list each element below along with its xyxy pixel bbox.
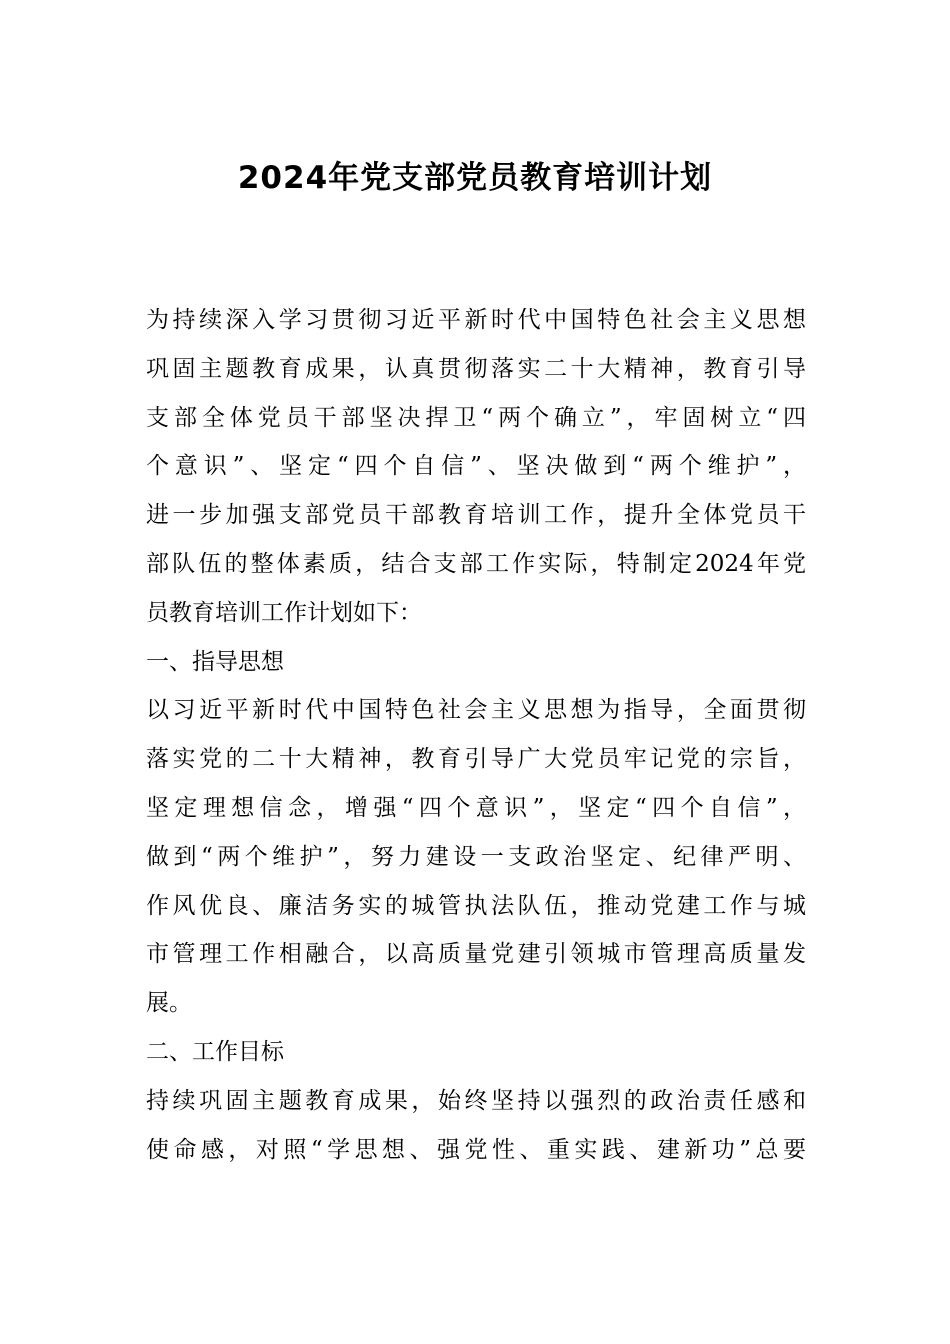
body-line: 员教育培训工作计划如下：	[146, 599, 422, 626]
body-line: 部队伍的整体素质，结合支部工作实际，特制定2024年党	[146, 550, 806, 577]
body-line: 展。	[146, 990, 192, 1017]
section-heading-work-goals: 二、工作目标	[146, 1038, 284, 1065]
body-line: 以习近平新时代中国特色社会主义思想为指导，全面贯彻	[146, 697, 806, 724]
body-line: 巩固主题教育成果，认真贯彻落实二十大精神，教育引导	[146, 355, 806, 382]
body-line: 坚定理想信念，增强“四个意识”，坚定“四个自信”，	[146, 794, 806, 821]
body-line: 个意识”、坚定“四个自信”、坚决做到“两个维护”，	[146, 453, 806, 480]
body-line: 支部全体党员干部坚决捍卫“两个确立”，牢固树立“四	[146, 404, 806, 431]
body-line: 使命感，对照“学思想、强党性、重实践、建新功”总要	[146, 1136, 806, 1163]
body-line: 进一步加强支部党员干部教育培训工作，提升全体党员干	[146, 502, 806, 529]
body-line: 持续巩固主题教育成果，始终坚持以强烈的政治责任感和	[146, 1087, 806, 1114]
section-heading-guiding-thought: 一、指导思想	[146, 648, 284, 675]
body-line: 市管理工作相融合，以高质量党建引领城市管理高质量发	[146, 941, 806, 968]
body-line: 落实党的二十大精神，教育引导广大党员牢记党的宗旨，	[146, 746, 806, 773]
body-line: 作风优良、廉洁务实的城管执法队伍，推动党建工作与城	[146, 892, 806, 919]
body-line: 做到“两个维护”，努力建设一支政治坚定、纪律严明、	[146, 843, 806, 870]
document-body	[146, 296, 806, 1174]
document-title: 2024年党支部党员教育培训计划	[237, 160, 713, 196]
body-line: 为持续深入学习贯彻习近平新时代中国特色社会主义思想	[146, 307, 806, 333]
